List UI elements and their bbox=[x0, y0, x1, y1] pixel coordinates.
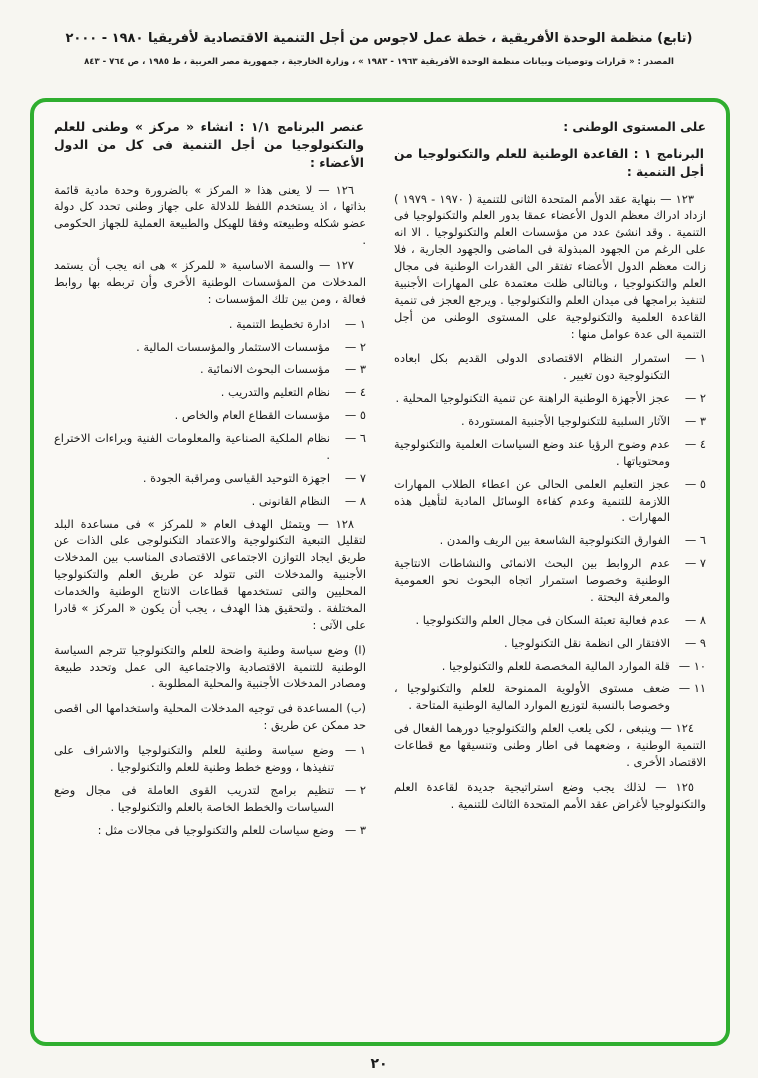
column-right bbox=[394, 118, 706, 1032]
list-item bbox=[54, 361, 366, 378]
two-column-layout bbox=[54, 118, 706, 1032]
program-element-heading: عنصر البرنامج ١/١ : انشاء « مركز » وطنى للعلم والتكنولوجيا من أجل التنمية فى كل من الدول الأعضاء : bbox=[54, 120, 365, 171]
paragraph-125: ١٢٥ — لذلك يجب وضع استراتيجية جديدة لقاعدة العلم والتكنولوجيا لأغراض عقد الأمم المتحدة الثالث للتنمية . bbox=[394, 779, 706, 811]
item-number: ٥ — bbox=[344, 408, 366, 423]
list-item bbox=[394, 555, 706, 606]
list-item bbox=[54, 782, 366, 816]
item-number: ٨ — bbox=[684, 612, 706, 627]
item-text: استمرار النظام الاقتصادى الدولى القديم بكل ابعاده التكنولوجية دون تغيير . bbox=[394, 351, 670, 383]
item-number: ١ — bbox=[344, 316, 366, 331]
list-item bbox=[54, 339, 366, 356]
clause-b: (ب) المساعدة فى توجيه المدخلات المحلية واستخدامها الى اقصى حد ممكن عن طريق : bbox=[54, 701, 366, 733]
list-item bbox=[54, 822, 366, 839]
list-item bbox=[54, 430, 366, 464]
list-item bbox=[394, 658, 706, 675]
list-item bbox=[394, 680, 706, 714]
item-text: وضع سياسة وطنية للعلم والتكنولوجيا والاشراف على تنفيذها ، ووضع خطط وطنية للعلم والتكنولوجيا . bbox=[54, 743, 334, 774]
item-number: ١٠ — bbox=[678, 658, 706, 673]
page-number: ٢٠ bbox=[370, 1056, 388, 1072]
green-border-box bbox=[30, 98, 730, 1046]
page-header bbox=[0, 0, 758, 67]
item-number: ١ — bbox=[344, 743, 366, 758]
item-text: عدم فعالية تعبئة السكان فى مجال العلم والتكنولوجيا . bbox=[415, 612, 670, 627]
item-number: ١ — bbox=[684, 351, 706, 366]
paragraph-127: ١٢٧ — والسمة الاساسية « للمركز » هى انه يجب أن يستمد المدخلات من المؤسسات الوطنية الأخرى وأن تربطه بها روابط فعالة ، ومن بين تلك المؤسسات : bbox=[54, 258, 366, 306]
item-number: ٢ — bbox=[684, 391, 706, 406]
item-text: نظام الملكية الصناعية والمعلومات الفنية وبراءات الاختراع . bbox=[54, 431, 330, 462]
source-line: المصدر : « قرارات وتوصيات وبيانات منظمة الوحدة الأفريقية ١٩٦٣ - ١٩٨٣ » ، وزارة الخارجية ، جمهورية مصر العربية ، ط ١٩٨٥ ، ص ٧٦٤ - ٨٤٣ bbox=[84, 57, 674, 68]
item-number: ٣ — bbox=[684, 414, 706, 429]
list-item bbox=[54, 470, 366, 487]
item-text: عجز الأجهزة الوطنية الراهنة عن تنمية التكنولوجيا المحلية . bbox=[395, 391, 670, 406]
list-item bbox=[54, 493, 366, 510]
item-text: عدم وضوح الرؤيا عند وضع السياسات العلمية والتكنولوجية ومحتوياتها . bbox=[394, 436, 670, 468]
list-item bbox=[54, 384, 366, 401]
list-item bbox=[54, 742, 366, 776]
list-item bbox=[394, 350, 706, 384]
item-text: مؤسسات القطاع العام والخاص . bbox=[174, 408, 330, 423]
item-text: عجز التعليم العلمى الحالى عن اعطاء الطلاب المهارات اللازمة للتنمية وعدم كفاءة الوسائل المادية لتأهيل هذه المهارات . bbox=[394, 476, 670, 525]
item-text: الآثار السلبية للتكنولوجيا الأجنبية المستوردة . bbox=[460, 414, 670, 429]
item-number: ٤ — bbox=[344, 385, 366, 400]
list-item bbox=[394, 532, 706, 549]
item-text: ادارة تخطيط التنمية . bbox=[228, 316, 330, 331]
paragraph-123: ١٢٣ — بنهاية عقد الأمم المتحدة الثانى للتنمية ( ١٩٧٠ - ١٩٧٩ ) ازداد ادراك معظم الدول الأعضاء عمقا بدور العلم والتكنولوجيا فى التنمية . وقد انشئ عدد من مؤسسات العلم والتكنولوجيا . الا انه على الرغم من الجهود المبذولة فى الماضى والجهود الجارية ، فلا زالت معظم الدول الأعضاء تفتقر الى القدرات الوطنية فى مجال العلم والتكنولوجيا ، وبالتالى ظلت معتمدة على المهارات الأجنبية لتنفيذ برامجها فى ميدان العلم والتكنولوجيا . ويرجع العجز فى تنمية القاعدة العلمية والتكنولوجية على المستوى الوطنى من أجل التنمية الى عدة عوامل منها : bbox=[394, 191, 706, 341]
paragraph-128: ١٢٨ — ويتمثل الهدف العام « للمركز » فى مساعدة البلد لتقليل التبعية التكنولوجية والاعتماد التكنولوجى على الذات عن طريق ايجاد التوازن الاجتماعى الاقتصادى المناسب بين المدخلات الأجنبية والمدخلات التى تتولد عن طريق العلم والتكنولوجيا المحليين والتى تستخدمها قطاعات الانتاج الوطنية والخدمات المختلفة . ولتحقيق هذا الهدف ، يجب أن يكون « المركز » قادرا على الآتى : bbox=[54, 516, 366, 632]
item-text: مؤسسات الاستثمار والمؤسسات المالية . bbox=[136, 339, 330, 354]
item-text: قلة الموارد المالية المخصصة للعلم والتكنولوجيا . bbox=[441, 658, 670, 673]
program-1-heading: البرنامج ١ : القاعدة الوطنية للعلم والتكنولوجيا من أجل التنمية : bbox=[394, 147, 704, 180]
paragraph-126: ١٢٦ — لا يعنى هذا « المركز » بالضرورة وحدة مادية قائمة بذاتها ، اذ يستخدم اللفظ للدلالة على جهاز وطنى تحدد كل دولة عضو شكله وطبيعته وفقا للهيكل والطبيعة العملية للجهاز الحكومى . bbox=[54, 182, 366, 248]
item-number: ٢ — bbox=[344, 782, 366, 797]
national-level-heading: على المستوى الوطنى : bbox=[563, 120, 706, 134]
item-text: الافتقار الى انظمة نقل التكنولوجيا . bbox=[503, 635, 670, 650]
item-text: وضع سياسات للعلم والتكنولوجيا فى مجالات مثل : bbox=[97, 822, 334, 837]
item-number: ٦ — bbox=[684, 533, 706, 548]
clause-a: (ا) وضع سياسة وطنية واضحة للعلم والتكنولوجيا تترجم السياسة الوطنية للتنمية الاقتصادية والاجتماعية الى عمل وتحدد طبيعة ومصادر المدخلات الأجنبية والمحلية المطلوبة . bbox=[54, 642, 366, 691]
list-item bbox=[394, 390, 706, 407]
list-item bbox=[394, 635, 706, 652]
list-item bbox=[394, 476, 706, 527]
list-item bbox=[54, 316, 366, 333]
item-number: ٤ — bbox=[684, 436, 706, 451]
list-item bbox=[54, 407, 366, 424]
item-number: ٩ — bbox=[684, 635, 706, 650]
item-number: ٦ — bbox=[344, 431, 366, 446]
item-text: نظام التعليم والتدريب . bbox=[220, 385, 330, 400]
item-number: ١١ — bbox=[678, 681, 706, 696]
item-number: ٢ — bbox=[344, 339, 366, 354]
column-left bbox=[54, 118, 366, 1032]
item-number: ٨ — bbox=[344, 493, 366, 508]
item-number: ٣ — bbox=[344, 362, 366, 377]
item-number: ٥ — bbox=[684, 476, 706, 491]
item-text: اجهزة التوحيد القياسى ومراقبة الجودة . bbox=[142, 470, 330, 485]
item-number: ٧ — bbox=[684, 556, 706, 571]
item-text: عدم الروابط بين البحث الانمائى والنشاطات الانتاجية الوطنية وخصوصا استمرار اتجاه البحوث نحو العمومية والمعرفة البحتة . bbox=[394, 556, 670, 604]
list-item bbox=[394, 413, 706, 430]
item-text: مؤسسات البحوث الانمائية . bbox=[199, 362, 330, 377]
document-title: (تابع) منظمة الوحدة الأفريقية ، خطة عمل لاجوس من أجل التنمية الاقتصادية لأفريقيا ١٩٨٠ - ٢٠٠٠ bbox=[65, 31, 693, 46]
item-text: تنظيم برامج لتدريب القوى العاملة فى مجال وضع السياسات والخطط الخاصة بالعلم والتكنولوجيا . bbox=[54, 782, 334, 814]
list-item bbox=[394, 436, 706, 470]
item-text: الفوارق التكنولوجية الشاسعة بين الريف والمدن . bbox=[439, 533, 670, 548]
item-text: ضعف مستوى الأولوية الممنوحة للعلم والتكنولوجيا ، وخصوصا بالنسبة لتوزيع الموارد المالية الوطنية المتاحة . bbox=[394, 681, 670, 713]
item-number: ٧ — bbox=[344, 470, 366, 485]
item-text: النظام القانونى . bbox=[251, 493, 330, 508]
list-item bbox=[394, 612, 706, 629]
item-number: ٣ — bbox=[344, 822, 366, 837]
paragraph-124: ١٢٤ — وينبغى ، لكى يلعب العلم والتكنولوجيا دورهما الفعال فى التنمية الوطنية ، وضعهما فى اطار وطنى وتنسيقها مع قطاعات الاقتصاد الأخرى . bbox=[394, 721, 706, 769]
